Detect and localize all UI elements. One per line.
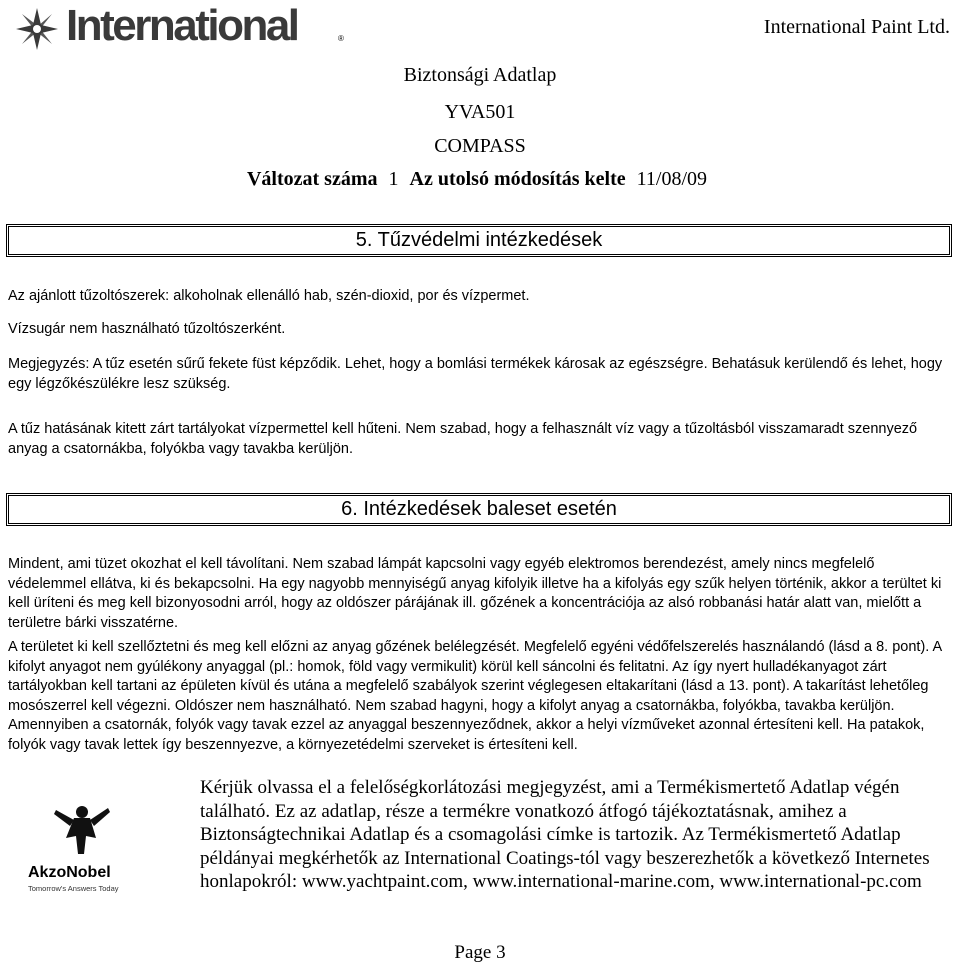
section-6-title: 6. Intézkedések baleset esetén xyxy=(341,498,617,520)
version-value: 1 xyxy=(388,168,399,190)
akzonobel-wordmark: AkzoNobel xyxy=(28,864,111,881)
figure-emblem-icon xyxy=(46,802,116,862)
international-logo xyxy=(14,1,344,52)
page-number: Page 3 xyxy=(454,942,506,963)
starburst-icon xyxy=(14,6,60,52)
version-label: Változat száma xyxy=(246,168,378,190)
product-name: COMPASS xyxy=(434,135,526,157)
section-5-paragraph: Az ajánlott tűzoltószerek: alkoholnak ellenálló hab, szén-dioxid, por és vízpermet. xyxy=(8,288,530,304)
section-5-paragraph: A tűz hatásának kitett zárt tartályokat vízpermettel kell hűteni. Nem szabad, hogy a felhasznált víz vagy a tűzoltásból visszamaradt szennyező anyag a csatornákba, folyókba vagy tavakba kerüljön. xyxy=(8,421,918,457)
registered-mark: ® xyxy=(338,34,344,43)
document-type: Biztonsági Adatlap xyxy=(403,64,557,86)
section-6-heading xyxy=(6,493,952,526)
akzonobel-tagline: Tomorrow's Answers Today xyxy=(28,884,119,893)
section-5-heading xyxy=(6,224,952,257)
section-6-paragraph: Mindent, ami tüzet okozhat el kell távolítani. Nem szabad lámpát kapcsolni vagy egyéb elektromos berendezést, amely nincs megfelelő védelemmel ellátva, ki és bekapcsolni. Ha egy nagyobb mennyiségű anyag kifolyik illetve ha a kifolyás egy szűk helyen történik, akkor a terültet ki kell üríteni és meg kell bizonyosodni arról, hogy az oldószer párájának ill. gőzének a koncentrációja az alsó robbanási határ alatt van, mielőtt a területre bárki visszatérne. xyxy=(8,556,942,631)
revision-date: 11/08/09 xyxy=(636,168,707,190)
section-5-title: 5. Tűzvédelmi intézkedések xyxy=(355,229,603,251)
section-5-paragraph: Vízsugár nem használható tűzoltószerként. xyxy=(8,321,286,337)
revision-label: Az utolsó módosítás kelte xyxy=(409,168,626,190)
section-6-paragraph: A területet ki kell szellőztetni és meg kell előzni az anyag gőzének belélegzését. Megfelelő egyéni védőfelszerelés használandó (lásd a 8. pont). A kifolyt anyagot nem gyúlékony anyaggal (pl.: homok, föld vagy vermikulit) körül kell sáncolni és felitatni. Az így nyert hulladékanyagot zárt tartályokban kell tartani az épületen kívül és utána a megfelelő szabályok szerint véglegesen eltakarítani (lásd a 13. pont). A takarítást lehetőleg mosószerrel kell végezni. Oldószer nem használható. Nem szabad hagyni, hogy a kifolyt anyag a csatornákba, folyókba, tavakba kerüljön. Amennyiben a csatornák, folyók vagy tavak ezzel az anyaggal beszennyeződnek, akkor a helyi vízműveket azonnal értesíteni kell. Ha patakok, folyók vagy tavak lettek így beszennyezve, a környezetédelmi szerveket is értesíteni kell. xyxy=(8,639,942,753)
version-line xyxy=(0,168,960,191)
section-5-paragraph: Megjegyzés: A tűz esetén sűrű fekete füst képződik. Lehet, hogy a bomlási termékek károsak az egészségre. Behatásuk kerülendő és lehet, hogy egy légzőkészülékre lesz szükség. xyxy=(8,356,943,392)
akzonobel-logo xyxy=(16,802,156,902)
company-name: International Paint Ltd. xyxy=(763,16,950,38)
product-code: YVA501 xyxy=(444,101,516,123)
disclaimer-notice: Kérjük olvassa el a felelőségkorlátozási megjegyzést, ami a Termékismertető Adatlap végén található. Ez az adatlap, része a termékre vonatkozó átfogó tájékoztatásnak, amihez a Biztonságtechnikai Adatlap és a csomagolási címke is tartozik. Az Termékismertető Adatlap példányai megkérhetők az International Coatings-tól vagy beszerezhetők a következő Internetes honlapokról: www.yachtpaint.com, www.international-marine.com, www.international-pc.com xyxy=(200,777,930,892)
logo-wordmark: International xyxy=(66,1,298,50)
